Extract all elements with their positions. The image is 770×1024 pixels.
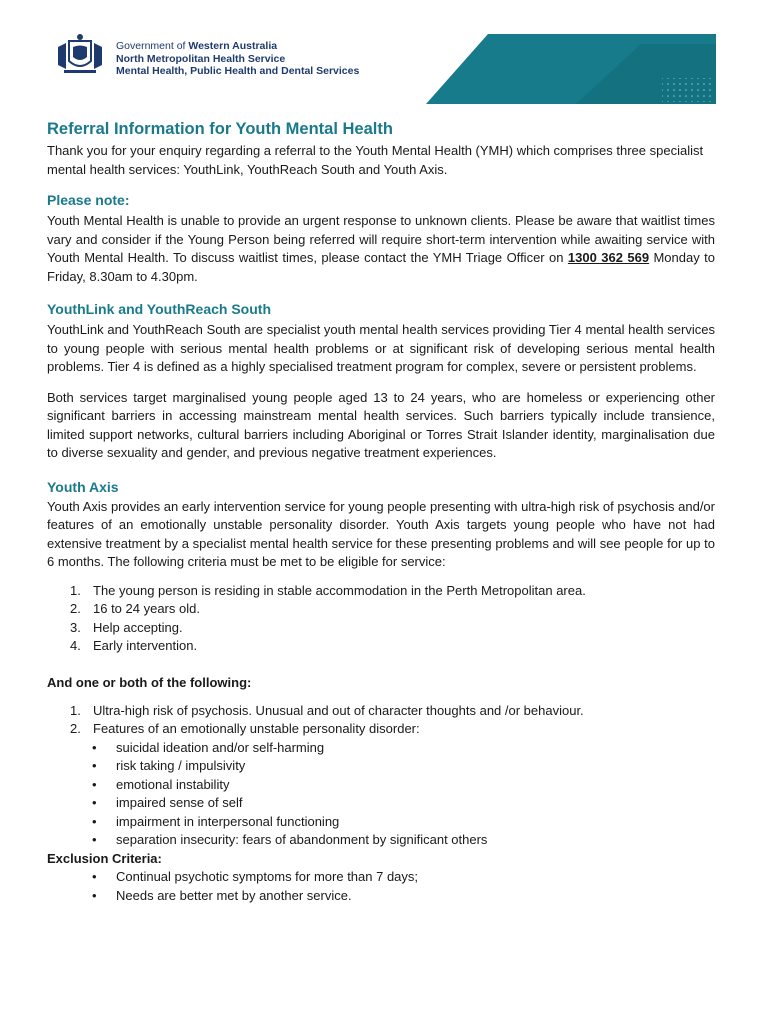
list-item: • impairment in interpersonal functioning: [92, 813, 340, 829]
page-title: Referral Information for Youth Mental Health: [47, 120, 393, 138]
youthlink-paragraph-2: Both services target marginalised young people aged 13 to 24 years, who are homeless or experiencing other significant barriers in accessing mainstream mental health services. Such barriers typically include transience, limited support networks, cultural barriers including Aboriginal or Torres Strait Islander identity, marginalisation due to diverse sexuality and gender, and previous negative treatment experiences.: [47, 389, 715, 460]
list-item: • Needs are better met by another service.: [92, 887, 352, 903]
list-item: • risk taking / impulsivity: [92, 758, 246, 773]
youthlink-heading: YouthLink and YouthReach South: [47, 301, 271, 317]
list-item: • separation insecurity: fears of abandonment by significant others: [92, 832, 488, 847]
personality-disorder-features-list: [47, 739, 715, 850]
youth-axis-heading: Youth Axis: [47, 478, 119, 495]
wa-government-crest-icon: [54, 33, 106, 75]
list-item: 4. Early intervention.: [70, 638, 198, 653]
youthlink-paragraph-1: YouthLink and YouthReach South are specialist youth mental health services providing Tier 4 mental health services to young people with serious mental health problems or at significant risk of developing serious mental health problems. Tier 4 is defined as a highly specialised treatment program for complex, severe or persistent problems.: [47, 322, 715, 374]
intro-paragraph: Thank you for your enquiry regarding a referral to the Youth Mental Health (YMH) which comprises three specialist mental health services: YouthLink, YouthReach South and Youth Axis.: [47, 143, 704, 177]
exclusion-criteria-heading: Exclusion Criteria:: [47, 850, 162, 866]
list-item: 2. Features of an emotionally unstable personality disorder:: [70, 721, 420, 736]
list-item: 2. 16 to 24 years old.: [70, 601, 200, 616]
document-header: [0, 0, 770, 110]
list-item: 1. Ultra-high risk of psychosis. Unusual and out of character thoughts and /or behaviour.: [70, 702, 584, 718]
organisation-name: [116, 40, 359, 78]
list-item: 3. Help accepting.: [70, 619, 183, 635]
header-banner-graphic: [426, 34, 716, 104]
please-note-heading: Please note:: [47, 192, 130, 208]
please-note-paragraph: Youth Mental Health is unable to provide an urgent response to unknown clients. Please be aware that waitlist times vary and consider if the Young Person being referred will require short-term intervention while awaiting service with Youth Mental Health. To discuss waitlist times, please contact the YMH Triage Officer on 1300 362 569 Monday to Friday, 8.30am to 4.30pm.: [47, 213, 715, 284]
triage-phone-number[interactable]: 1300 362 569: [567, 250, 650, 265]
exclusion-criteria-list: [47, 868, 715, 905]
document-body: [47, 118, 715, 905]
org-line-2: North Metropolitan Health Service: [116, 52, 286, 65]
list-item: • emotional instability: [92, 776, 230, 792]
list-item: 1. The young person is residing in stable accommodation in the Perth Metropolitan area.: [70, 582, 586, 598]
org-line-3: Mental Health, Public Health and Dental Services: [116, 65, 360, 77]
org-line-1: Government of Western Australia: [116, 40, 278, 52]
eligibility-criteria-list: [47, 582, 715, 656]
list-item: • suicidal ideation and/or self-harming: [92, 739, 325, 755]
list-item: • impaired sense of self: [92, 795, 243, 810]
additional-criteria-heading: And one or both of the following:: [47, 674, 252, 690]
youth-axis-paragraph: Youth Axis provides an early intervention service for young people presenting with ultra-high risk of psychosis and/or features of an emotionally unstable personality disorder. Youth Axis targets young people who have not had extensive treatment by a specialist mental health service for these presenting problems and will see people for up to 6 months. The following criteria must be met to be eligible for service:: [47, 498, 715, 569]
additional-criteria-list: [47, 702, 715, 739]
list-item: • Continual psychotic symptoms for more than 7 days;: [92, 869, 419, 884]
